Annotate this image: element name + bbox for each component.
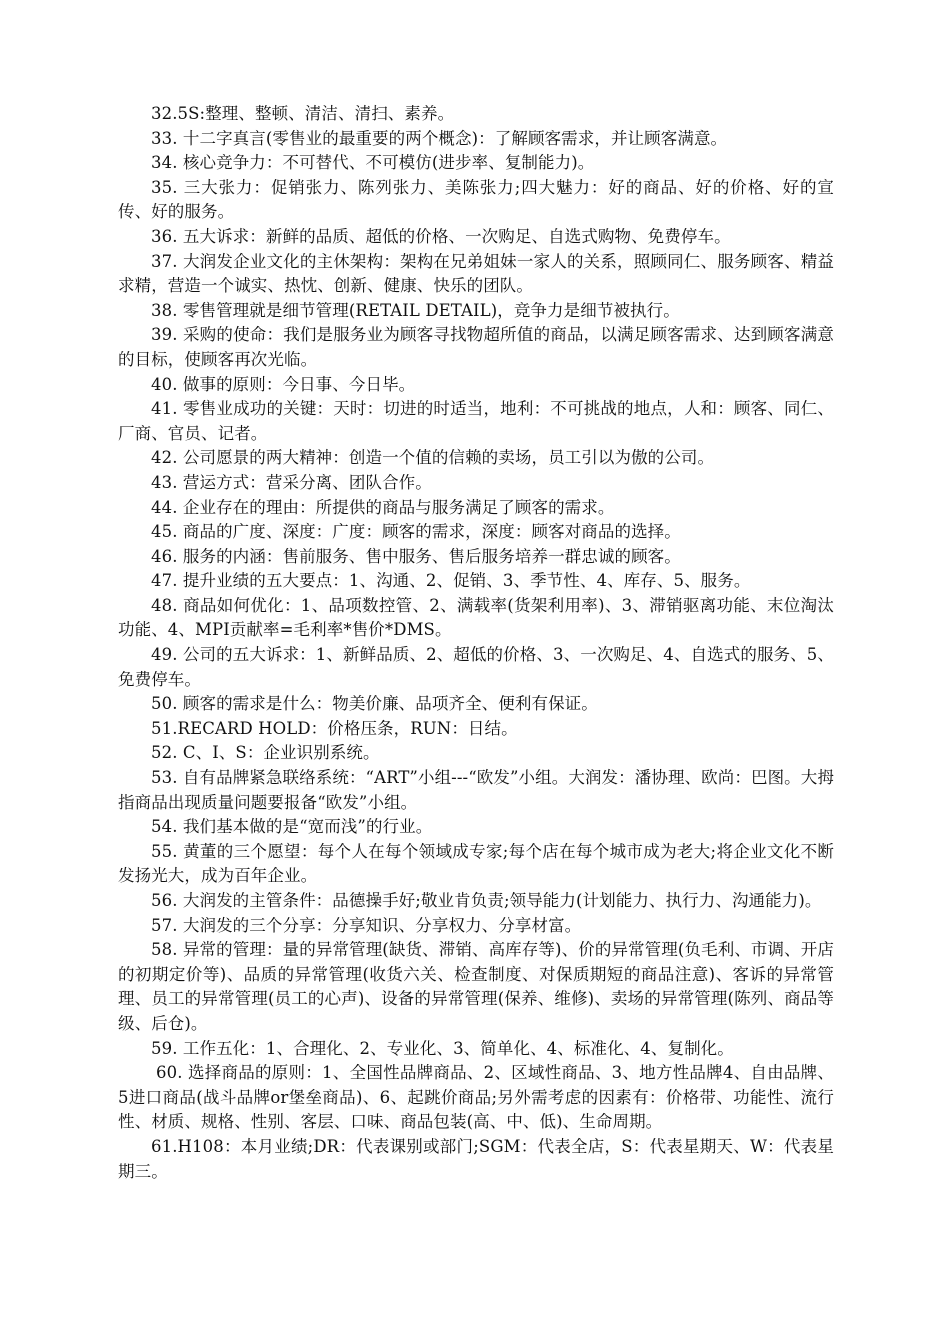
paragraph-57: 57. 大润发的三个分享：分享知识、分享权力、分享材富。 [151, 915, 582, 935]
paragraph-38: 38. 零售管理就是细节管理(RETAIL DETAIL)，竞争力是细节被执行。 [151, 300, 680, 320]
paragraph-43: 43. 营运方式：营采分离、团队合作。 [151, 472, 432, 492]
paragraph-60: 60. 选择商品的原则：1、全国性品牌商品、2、区域性商品、3、地方性品牌4、自由品牌、5进口商品(战斗品牌or堡垒商品)、6、起跳价商品;另外需考虑的因素有：价格带、功能性、流行性、材质、规格、性别、客层、口味、商品包装(高、中、低)、生命周期。 [118, 1063, 834, 1132]
paragraph-48: 48. 商品如何优化：1、品项数控管、2、满载率(货架利用率)、3、滞销驱离功能、末位淘汰功能、4、MPI贡献率=毛利率*售价*DMS。 [118, 595, 834, 640]
paragraph-45: 45. 商品的广度、深度：广度：顾客的需求，深度：顾客对商品的选择。 [151, 522, 681, 542]
paragraph-54: 54. 我们基本做的是“宽而浅”的行业。 [151, 817, 433, 837]
paragraph-40: 40. 做事的原则：今日事、今日毕。 [151, 374, 416, 394]
paragraph-49: 49. 公司的五大诉求：1、新鲜品质、2、超低的价格、3、一次购足、4、自选式的服务、5、免费停车。 [118, 645, 834, 689]
paragraph-36: 36. 五大诉求：新鲜的品质、超低的价格、一次购足、自选式购物、免费停车。 [151, 226, 731, 246]
paragraph-50: 50. 顾客的需求是什么：物美价廉、品项齐全、便利有保证。 [151, 694, 598, 714]
paragraph-56: 56. 大润发的主管条件：品德操手好;敬业肯负责;领导能力(计划能力、执行力、沟通能力)。 [151, 891, 822, 910]
paragraph-52: 52. C、I、S：企业识别系统。 [151, 743, 380, 763]
paragraph-32: 32.5S:整理、整顿、清洁、清扫、素养。 [151, 104, 455, 123]
paragraph-33: 33. 十二字真言(零售业的最重要的两个概念)：了解顾客需求，并让顾客满意。 [151, 128, 728, 148]
paragraph-55: 55. 黄董的三个愿望：每个人在每个领域成专家;每个店在每个城市成为老大;将企业文化不断发扬光大，成为百年企业。 [118, 841, 834, 886]
paragraph-58: 58. 异常的管理：量的异常管理(缺货、滞销、高库存等)、价的异常管理(负毛利、市调、开店的初期定价等)、品质的异常管理(收货六关、检查制度、对保质期短的商品注意)、客诉的异常管理、员工的异常管理(员工的心声)、设备的异常管理(保养、维修)、卖场的异常管理(陈列、商品等级、后仓)。 [118, 940, 834, 1033]
paragraph-37: 37. 大润发企业文化的主休架构：架构在兄弟姐妹一家人的关系，照顾同仁、服务顾客、精益求精，营造一个诚实、热忱、创新、健康、快乐的团队。 [118, 251, 834, 296]
paragraph-59: 59. 工作五化：1、合理化、2、专业化、3、简单化、4、标准化、4、复制化。 [151, 1038, 734, 1058]
document-body [118, 102, 834, 1184]
paragraph-34: 34. 核心竞争力：不可替代、不可模仿(进步率、复制能力)。 [151, 153, 595, 173]
paragraph-61: 61.H108：本月业绩;DR：代表课别或部门;SGM：代表全店，S：代表星期天、W：代表星期三。 [118, 1136, 834, 1181]
paragraph-35: 35. 三大张力：促销张力、陈列张力、美陈张力;四大魅力：好的商品、好的价格、好的宣传、好的服务。 [118, 177, 834, 222]
paragraph-51: 51.RECARD HOLD：价格压条，RUN：日结。 [151, 718, 518, 738]
paragraph-41: 41. 零售业成功的关键：天时：切进的时适当，地利：不可挑战的地点，人和：顾客、同仁、厂商、官员、记者。 [118, 399, 834, 443]
paragraph-47: 47. 提升业绩的五大要点：1、沟通、2、促销、3、季节性、4、库存、5、服务。 [151, 571, 751, 591]
paragraph-53: 53. 自有品牌紧急联络系统：“ART”小组---“欧发”小组。大润发：潘协理、欧尚：巴图。大拇指商品出现质量问题要报备“欧发”小组。 [118, 768, 834, 812]
paragraph-46: 46. 服务的内涵：售前服务、售中服务、售后服务培养一群忠诚的顾客。 [151, 546, 681, 566]
paragraph-44: 44. 企业存在的理由：所提供的商品与服务满足了顾客的需求。 [151, 497, 615, 517]
paragraph-42: 42. 公司愿景的两大精神：创造一个值的信赖的卖场，员工引以为傲的公司。 [151, 448, 715, 468]
paragraph-39: 39. 采购的使命：我们是服务业为顾客寻找物超所值的商品，以满足顾客需求、达到顾客满意的目标，使顾客再次光临。 [118, 325, 834, 369]
